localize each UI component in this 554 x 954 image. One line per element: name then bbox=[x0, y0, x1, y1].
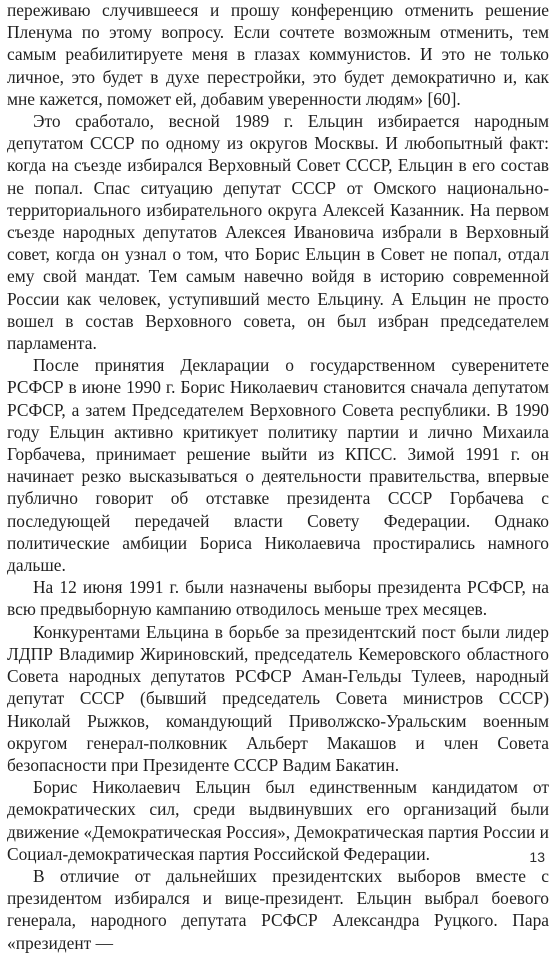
paragraph-6: Борис Николаевич Ельцин был единственным кандидатом от демократических сил, среди выдвинувших его организаций были движение «Демократическая Россия», Демократическая партия России и Социал-демократическая партия Российской Федерации. bbox=[7, 777, 549, 864]
page-number: 13 bbox=[529, 849, 545, 865]
paragraph-5: Конкурентами Ельцина в борьбе за президентский пост были лидер ЛДПР Владимир Жириновский, председатель Кемеровского областного Совета народных депутатов РСФСР Аман-Гельды Тулеев, народный депутат СССР (бывший председатель Совета министров СССР) Николай Рыжков, командующий Приволжско-Уральским военным округом генерал-полковник Альберт Макашов и член Совета безопасности при Президенте СССР Вадим Бакатин. bbox=[7, 621, 549, 775]
paragraph-7: В отличие от дальнейших президентских выборов вместе с президентом избирался и вице-президент. Ельцин выбрал боевого генерала, народного депутата РСФСР Александра Руцкого. Пара «президент — bbox=[7, 865, 549, 953]
paragraph-1: переживаю случившееся и прошу конференцию отменить решение Пленума по этому вопросу. Если сочтете возможным отменить, тем самым реабилитируете меня в глазах коммунистов. И это не только личное, это будет в духе перестройки, это будет демократично и, как мне кажется, поможет ей, добавим уверенности людям» [60]. bbox=[7, 0, 549, 109]
paragraph-4: На 12 июня 1991 г. были назначены выборы президента РСФСР, на всю предвыборную кампанию отводилось меньше трех месяцев. bbox=[7, 577, 549, 620]
paragraph-2: Это сработало, весной 1989 г. Ельцин избирается народным депутатом СССР по одному из округов Москвы. И любопытный факт: когда на съезде избирался Верховный Совет СССР, Ельцин в его состав не попал. Спас ситуацию депутат СССР от Омского национально-территориального избирательного округа Алексей Казанник. На первом съезде народных депутатов Алексея Ивановича избрали в Верховный совет, когда он узнал о том, что Борис Ельцин в Совет не попал, отдал ему свой мандат. Тем самым навечно войдя в историю современной России как человек, уступивший место Ельцину. А Ельцин не просто вошел в состав Верховного совета, он был избран председателем парламента. bbox=[7, 111, 549, 354]
paragraph-3: После принятия Декларации о государственном суверенитете РСФСР в июне 1990 г. Борис Николаевич становится сначала депутатом РСФСР, а затем Председателем Верховного Совета республики. В 1990 году Ельцин активно критикует политику партии и лично Михаила Горбачева, принимает решение выйти из КПСС. Зимой 1991 г. он начинает резко высказываться о деятельности правительства, впервые публично говорит об отставке президента СССР Горбачева с последующей передачей власти Совету Федерации. Однако политические амбиции Бориса Николаевича простирались намного дальше. bbox=[7, 355, 549, 576]
body-text bbox=[7, 0, 549, 954]
